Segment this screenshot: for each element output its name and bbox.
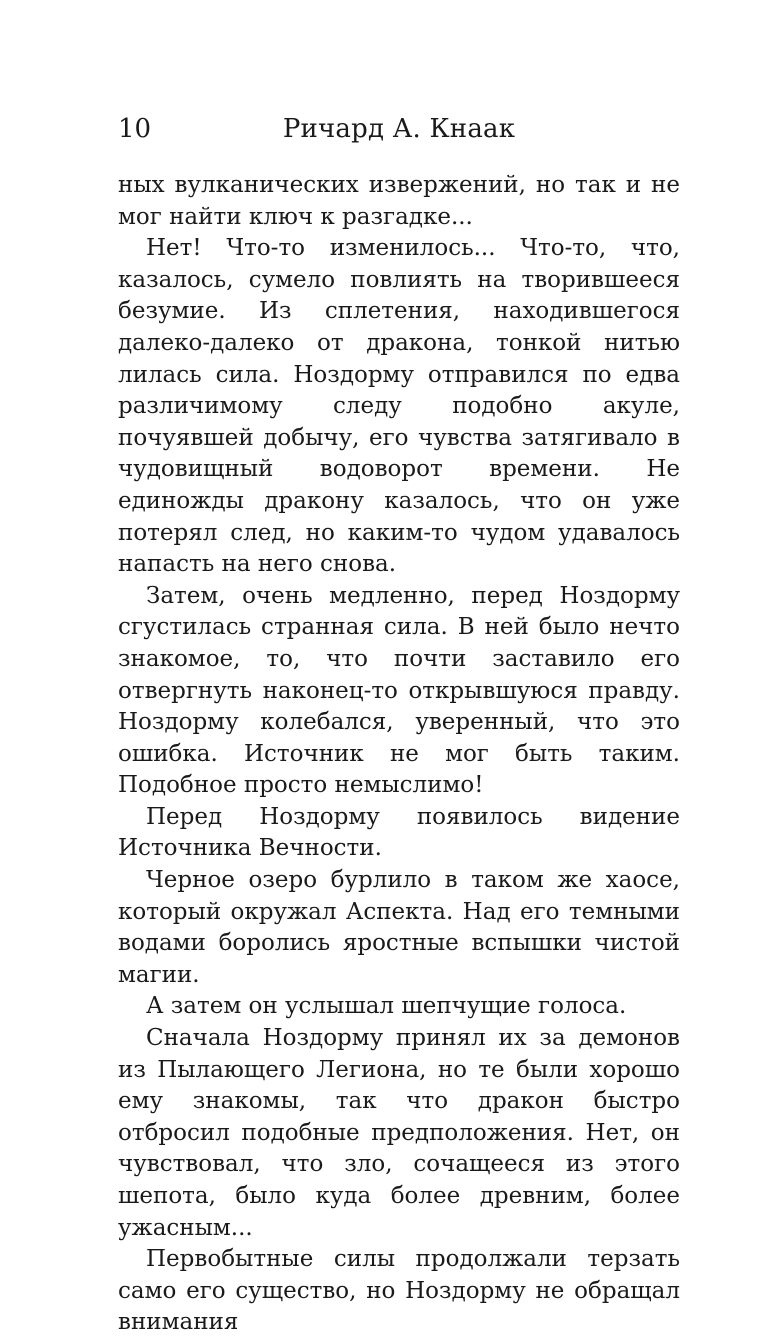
- paragraph: ных вулканических извержений, но так и не мог найти ключ к разгадке...: [118, 172, 680, 230]
- paragraph: Нет! Что-то изменилось... Что-то, что, казалось, сумело повлиять на творившееся безумие. Из сплетения, находившегося далеко-далеко от дракона, тонкой нитью лилась сила. Ноздорму отправился по едва различимому следу подобно акуле, почуявшей добычу, его чувства затягивало в чудовищный водоворот времени. Не единожды дракону казалось, что он уже потерял след, но каким-то чудом удавалось напасть на него снова.: [118, 235, 680, 578]
- paragraph: Черное озеро бурлило в таком же хаосе, который окружал Аспекта. Над его темными водами боролись яростные вспышки чистой магии.: [118, 867, 680, 988]
- paragraph: Перед Ноздорму появилось видение Источника Вечности.: [118, 803, 680, 862]
- paragraph: А затем он услышал шепчущие голоса.: [146, 993, 627, 1020]
- paragraph: Сначала Ноздорму принял их за демонов из Пылающего Легиона, но те были хорошо ему знакомы, так что дракон быстро отбросил подобные предположения. Нет, он чувствовал, что зло, сочащееся из этого шепота, было куда более древним, более ужасным...: [118, 1025, 680, 1241]
- page-number: 10: [118, 114, 152, 144]
- body-text: [118, 170, 680, 1339]
- book-header: Ричард А. Кнаак: [282, 114, 516, 144]
- paragraph: Затем, очень медленно, перед Ноздорму сгустилась странная сила. В ней было нечто знакомое, то, что почти заставило его отвергнуть наконец-то открывшуюся правду. Ноздорму колебался, уверенный, что это ошибка. Источник не мог быть таким. Подобное просто немыслимо!: [118, 582, 680, 799]
- paragraph: Первобытные силы продолжали терзать само его существо, но Ноздорму не обращал внимания: [118, 1246, 680, 1336]
- running-head: [118, 112, 680, 146]
